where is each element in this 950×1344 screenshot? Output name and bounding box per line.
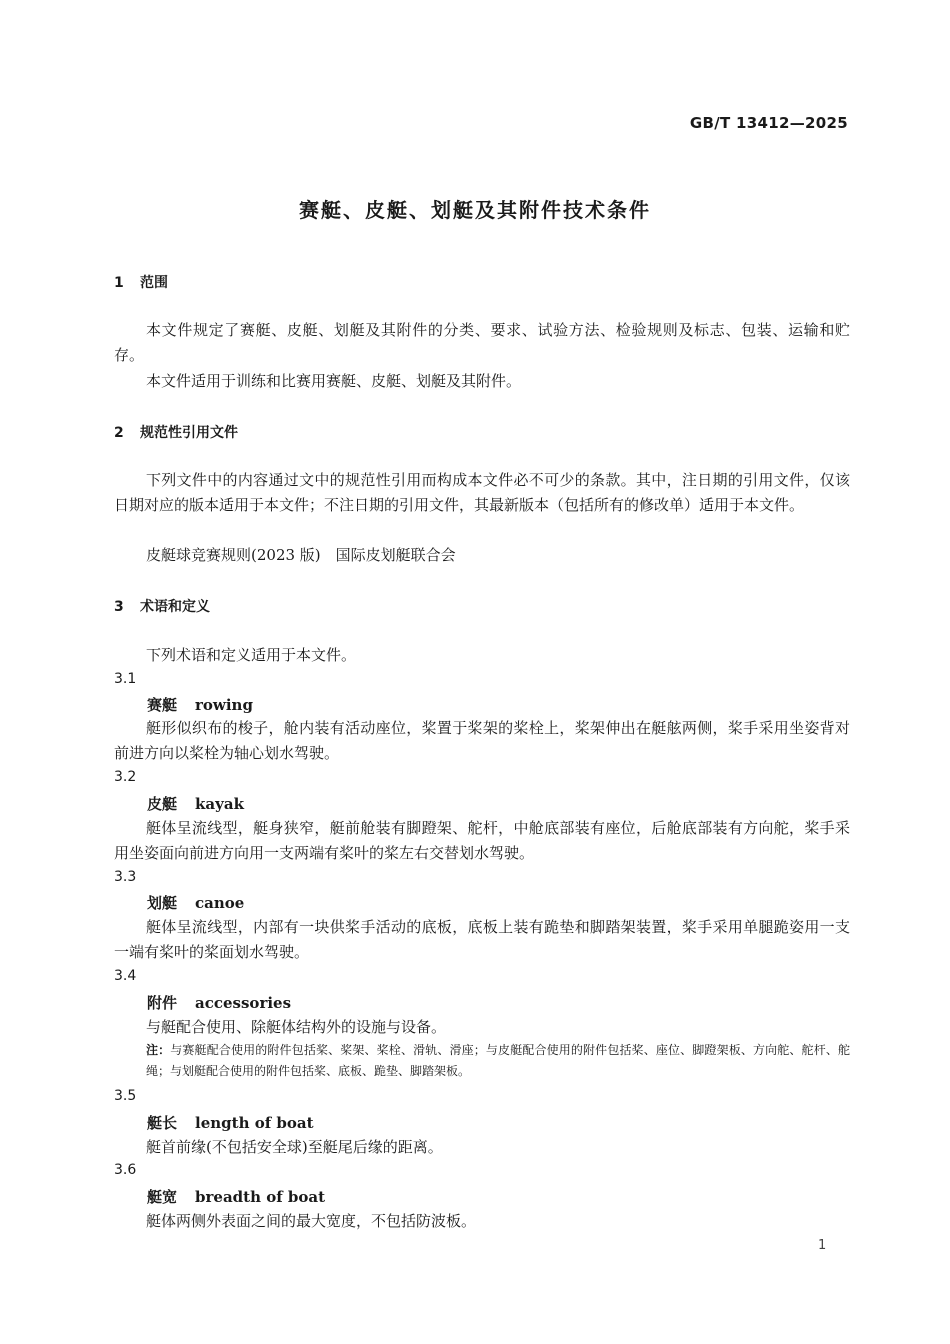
scope-paragraph-2: 本文件适用于训练和比赛用赛艇、皮艇、划艇及其附件。 (146, 372, 522, 390)
term-chinese: 皮艇 (147, 795, 178, 813)
term-heading (147, 892, 244, 913)
term-number: 3.3 (114, 869, 137, 885)
section-number: 1 (114, 275, 124, 291)
term-english: breadth of boat (195, 1188, 326, 1206)
term-chinese: 赛艇 (147, 696, 178, 714)
term-heading (147, 793, 244, 814)
references-paragraph-1: 下列文件中的内容通过文中的规范性引用而构成本文件必不可少的条款。其中，注日期的引用文件，仅该日期对应的版本适用于本文件；不注日期的引用文件，其最新版本（包括所有的修改单）适用于本文件。 (114, 471, 850, 514)
term-number: 3.1 (114, 671, 137, 687)
term-definition: 艇形似织布的梭子，舱内装有活动座位，桨置于桨架的桨栓上，桨架伸出在艇舷两侧，桨手采用坐姿背对前进方向以桨栓为轴心划水驾驶。 (114, 719, 850, 762)
term-number: 3.2 (114, 769, 137, 785)
term-english: rowing (195, 696, 253, 714)
term-english: canoe (195, 894, 245, 912)
term-english: length of boat (195, 1114, 314, 1132)
standard-code: GB/T 13412—2025 (689, 114, 848, 132)
note-label: 注： (146, 1043, 171, 1057)
term-chinese: 艇长 (147, 1114, 178, 1132)
section-title: 规范性引用文件 (140, 425, 238, 441)
term-chinese: 艇宽 (147, 1188, 178, 1206)
section-number: 3 (114, 599, 124, 615)
term-chinese: 划艇 (147, 894, 178, 912)
term-english: kayak (195, 795, 244, 813)
document-title: 赛艇、皮艇、划艇及其附件技术条件 (299, 198, 651, 222)
section-title: 术语和定义 (140, 599, 210, 615)
section-title: 范围 (140, 275, 168, 291)
term-heading (147, 1112, 314, 1133)
term-definition: 艇首前缘(不包括安全球)至艇尾后缘的距离。 (146, 1138, 443, 1156)
term-number: 3.6 (114, 1162, 137, 1178)
scope-paragraph-1: 本文件规定了赛艇、皮艇、划艇及其附件的分类、要求、试验方法、检验规则及标志、包装、运输和贮存。 (114, 321, 850, 364)
section-number: 2 (114, 425, 124, 441)
terms-intro: 下列术语和定义适用于本文件。 (146, 646, 357, 664)
term-chinese: 附件 (147, 994, 178, 1012)
term-heading (147, 694, 253, 715)
term-definition: 艇体两侧外表面之间的最大宽度，不包括防波板。 (146, 1212, 477, 1230)
term-number: 3.4 (114, 968, 137, 984)
section-3-heading (114, 596, 210, 616)
term-note (146, 1040, 850, 1082)
term-definition: 与艇配合使用、除艇体结构外的设施与设备。 (146, 1018, 447, 1036)
term-definition: 艇体呈流线型，内部有一块供桨手活动的底板，底板上装有跪垫和脚踏架装置，桨手采用单腿跪姿用一支一端有桨叶的桨面划水驾驶。 (114, 918, 850, 961)
section-2-heading (114, 422, 238, 442)
page-number: 1 (818, 1238, 827, 1253)
term-number: 3.5 (114, 1088, 137, 1104)
note-text: 与赛艇配合使用的附件包括桨、桨架、桨栓、滑轨、滑座；与皮艇配合使用的附件包括桨、座位、脚蹬架板、方向舵、舵杆、舵绳；与划艇配合使用的附件包括桨、底板、跪垫、脚踏架板。 (146, 1043, 850, 1078)
term-english: accessories (195, 994, 292, 1012)
section-1-heading (114, 272, 168, 292)
term-definition: 艇体呈流线型，艇身狭窄，艇前舱装有脚蹬架、舵杆，中舱底部装有座位，后舱底部装有方向舵，桨手采用坐姿面向前进方向用一支两端有桨叶的桨左右交替划水驾驶。 (114, 819, 850, 862)
term-heading (147, 1186, 325, 1207)
reference-item: 皮艇球竞赛规则(2023 版) 国际皮划艇联合会 (146, 546, 456, 564)
term-heading (147, 992, 291, 1013)
